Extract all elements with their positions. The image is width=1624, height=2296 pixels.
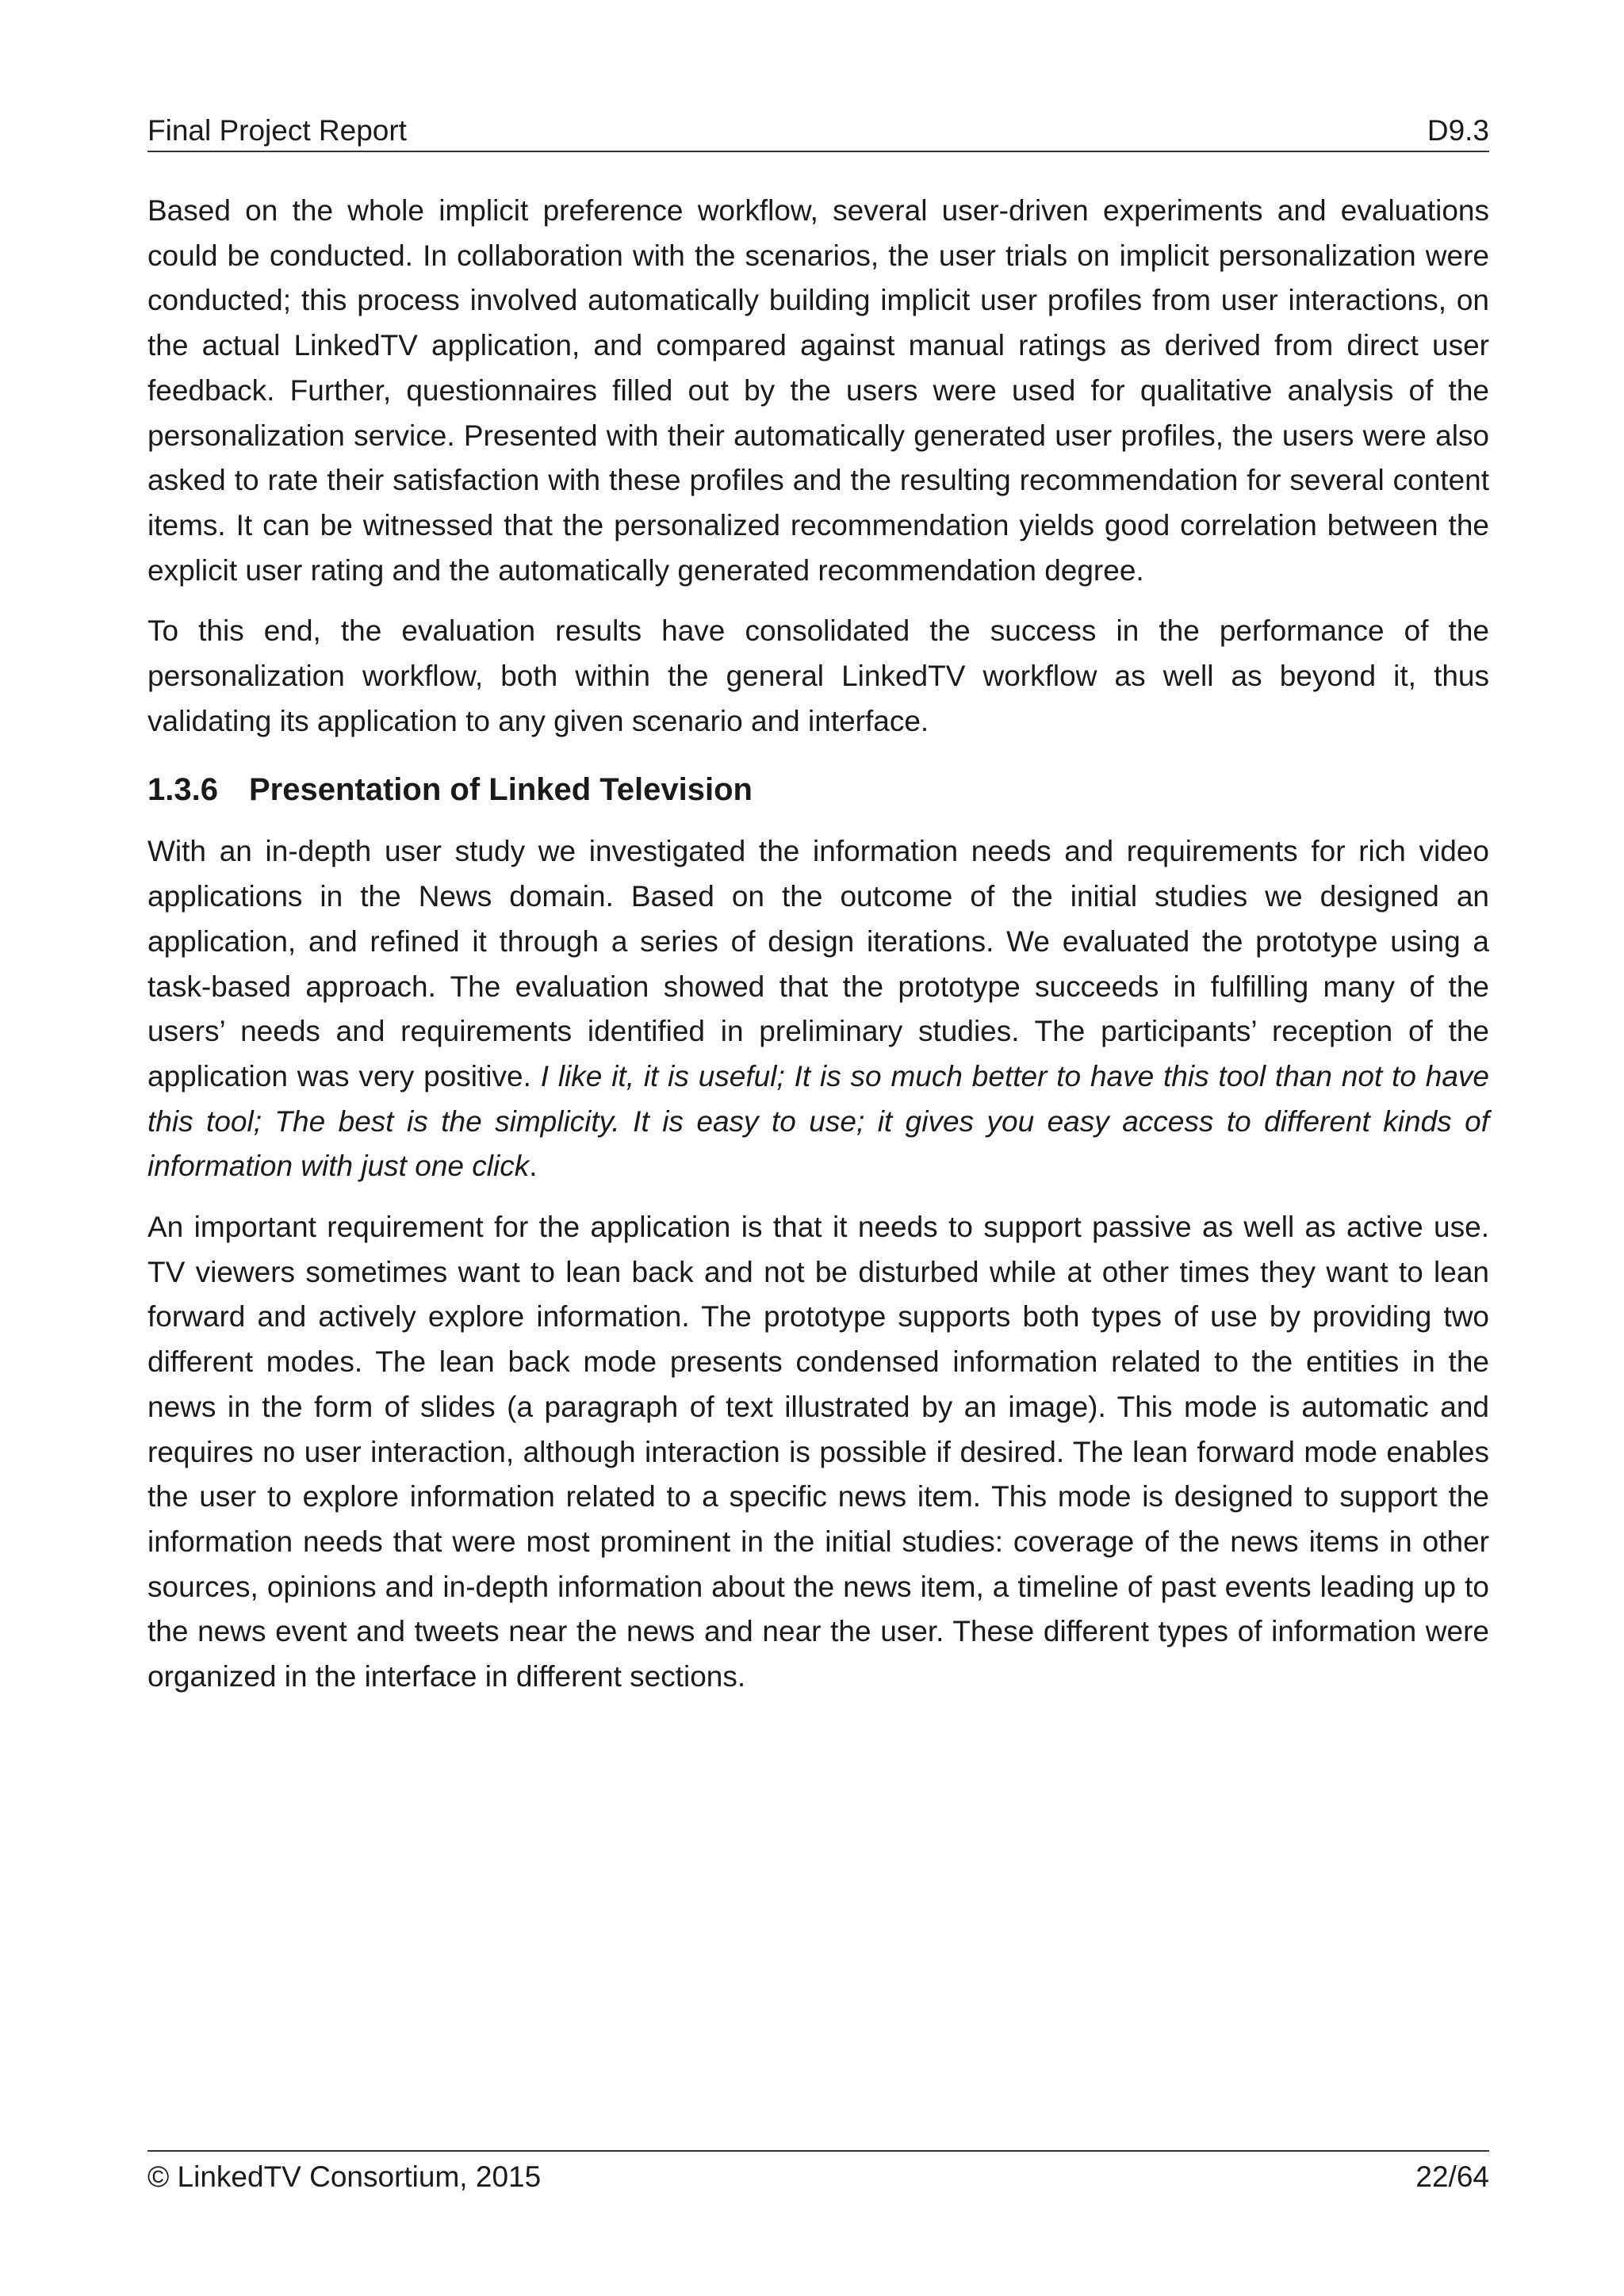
page-footer [147,2150,1489,2196]
page-header [147,111,1489,152]
user-study-text: With an in-depth user study we investigated the information needs and requirements for rich video applications in the News domain. Based on the outcome of the initial studies we designed an application, and refined it through a series of design iterations. We evaluated the prototype using a task-based approach. The evaluation showed that the prototype succeeds in fulfilling many of the users’ needs and requirements identified in preliminary studies. The participants’ reception of the application was very positive. [147,835,1489,1093]
paragraph-evaluation-conclusion: To this end, the evaluation results have consolidated the success in the performance of the personalization workflow, both within the general LinkedTV workflow as well as beyond it, thus validating its application to any given scenario and interface. [147,614,1489,737]
paragraph-personalization-evaluation: Based on the whole implicit preference workflow, several user-driven experiments and evaluations could be conducted. In collaboration with the scenarios, the user trials on implicit personalization were conducted; this process involved automatically building implicit user profiles from user interactions, on the actual LinkedTV application, and compared against manual ratings as derived from direct user feedback. Further, questionnaires filled out by the users were used for qualitative analysis of the personalization service. Presented with their automatically generated user profiles, the users were also asked to rate their satisfaction with these profiles and the resulting recommendation for several content items. It can be witnessed that the personalized recommendation yields good correlation between the explicit user rating and the automatically generated recommendation degree. [147,194,1489,587]
paragraph-user-study [147,829,1489,1189]
copyright-notice: © LinkedTV Consortium, 2015 [147,2160,542,2193]
document-title: Final Project Report [147,114,407,147]
paragraph-lean-back-forward: An important requirement for the application is that it needs to support passive as well as active use. TV viewers sometimes want to lean back and not be disturbed while at other times they want to lean forward and actively explore information. The prototype supports both types of use by providing two different modes. The lean back mode presents condensed information related to the entities in the news in the form of slides (a paragraph of text illustrated by an image). This mode is automatic and requires no user interaction, although interaction is possible if desired. The lean forward mode enables the user to explore information related to a specific news item. This mode is designed to support the information needs that were most prominent in the initial studies: coverage of the news items in other sources, opinions and in-depth information about the news item, a timeline of past events leading up to the news event and tweets near the news and near the user. These different types of information were organized in the interface in different sections. [147,1211,1489,1693]
participant-quote: I like it, it is useful; It is so much better to have this tool than not to have this tool; The best is the simplicity. It is easy to use; it gives you easy access to different kinds of information with just one click [147,1059,1489,1183]
page-number: 22/64 [1415,2160,1489,2193]
quote-period: . [529,1150,538,1183]
section-title: Presentation of Linked Television [249,772,753,808]
page-content [147,189,1489,1716]
section-number: 1.3.6 [147,772,218,808]
document-id: D9.3 [1427,114,1489,147]
section-heading [147,769,1489,810]
